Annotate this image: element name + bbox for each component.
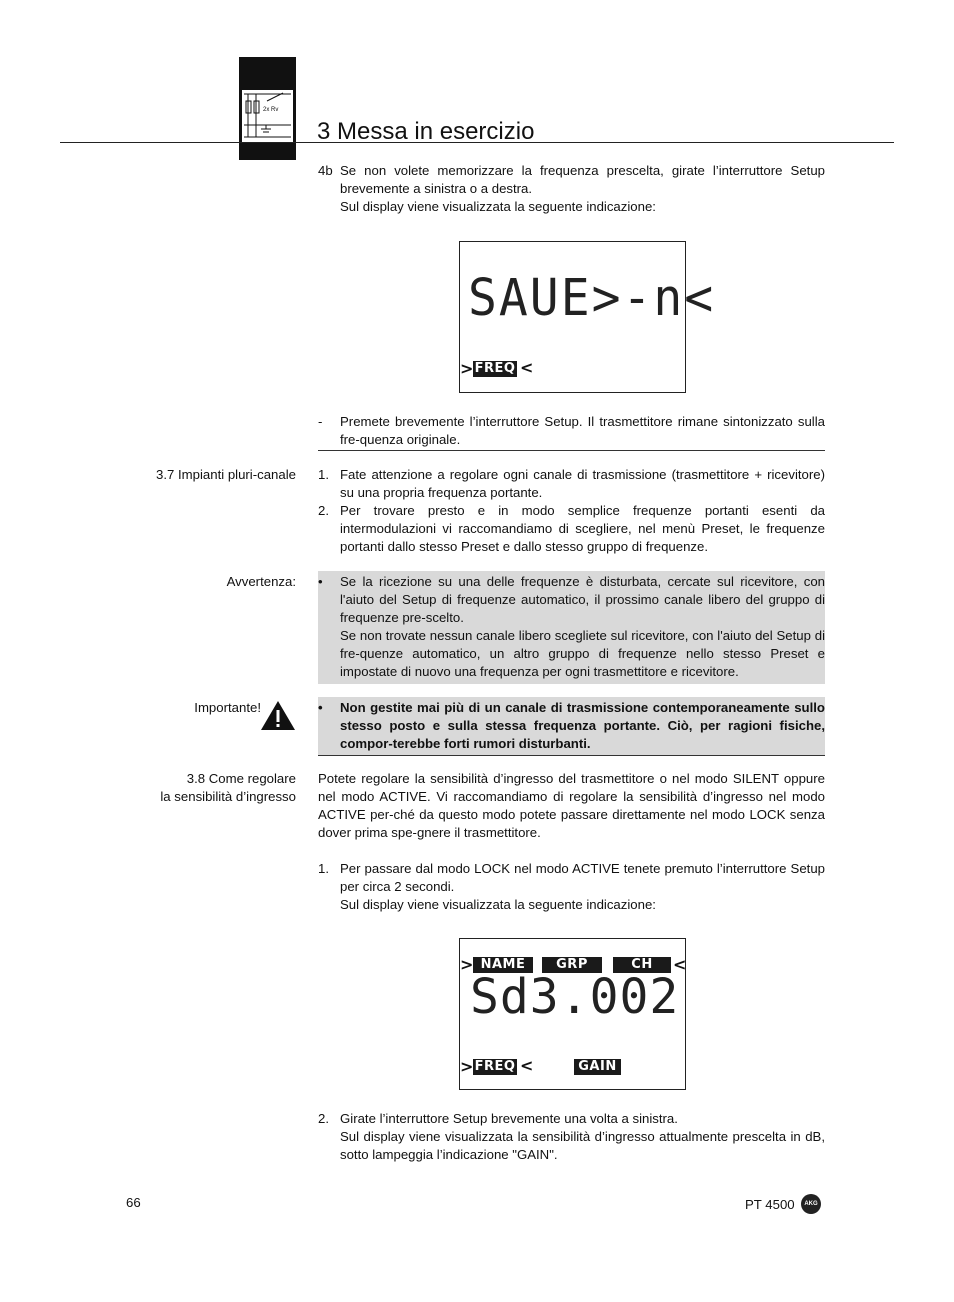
section-3-8-label-line1: 3.8 Come regolare <box>186 771 296 786</box>
lcd-display-save <box>459 241 716 393</box>
akg-logo-icon: AKG <box>801 1194 821 1214</box>
step1-note: Sul display viene visualizzata la seguente indicazione: <box>340 897 656 912</box>
step2-note: Sul display viene visualizzata la sensibilità d’ingresso attualmente prescelta in dB, sotto lampeggia l’indicazione "GAIN". <box>340 1129 825 1162</box>
list-marker: 1. <box>318 861 329 876</box>
step2-text: Girate l’interruttore Setup brevemente una volta a sinistra. <box>340 1111 678 1126</box>
section-3-7-label: 3.7 Impianti pluri-canale <box>155 467 296 482</box>
section-3-7-list <box>318 466 825 556</box>
section-3-8-label-line2: la sensibilità d’ingresso <box>160 789 296 804</box>
model-name: PT 4500 <box>745 1197 795 1212</box>
note-label: Avvertenza: <box>226 574 296 589</box>
freq-tag: FREQ <box>474 361 516 376</box>
chevron-left-icon: < <box>673 955 687 974</box>
chapter-title: 3 Messa in esercizio <box>317 118 535 145</box>
note-text-1: Se la ricezione su una delle frequenze è disturbata, cercate sul ricevitore, con l'aiuto del Setup di frequenze automatico, il prossimo canale libero del gruppo di frequenze pre-scelto. <box>340 574 825 625</box>
freq-tag: FREQ <box>474 1059 516 1074</box>
section-divider <box>318 450 825 451</box>
display-main-text: Sd3.002 <box>470 969 680 1025</box>
name-tag: NAME <box>473 957 533 973</box>
dash-item <box>318 413 825 449</box>
grp-tag: GRP <box>542 957 602 973</box>
display-note: Sul display viene visualizzata la seguente indicazione: <box>340 199 656 214</box>
list-marker: 2. <box>318 503 329 518</box>
important-label: Importante! <box>194 700 261 715</box>
ch-tag: CH <box>613 957 671 973</box>
warning-icon <box>260 700 296 731</box>
step1-text: Per passare dal modo LOCK nel modo ACTIVE tenete premuto l’interruttore Setup per circa 2 secondi. <box>340 861 825 894</box>
gain-tag: GAIN <box>574 1059 621 1075</box>
dash-marker: - <box>318 414 323 429</box>
chevron-left-icon: < <box>520 1056 534 1075</box>
list-marker: 1. <box>318 467 329 482</box>
important-text: Non gestite mai più di un canale di trasmissione contemporaneamente sullo stesso posto e sulla stessa frequenza portante. Ciò, per ragioni fisiche, compor-terebbe forti rumori disturbanti. <box>340 700 825 751</box>
display-main-text: SAUE>-n< <box>468 268 716 328</box>
section-3-8-label <box>160 770 296 806</box>
important-content <box>318 699 825 753</box>
chapter-thumbnail <box>239 57 296 160</box>
list-item-text: Per trovare presto e in modo semplice frequenze portanti esenti da intermodulazioni vi raccomandiamo di scegliere, nel menù Preset, le frequenze portanti dallo stesso Preset e dallo stesso gruppo di frequenze. <box>340 503 825 554</box>
bullet-marker: • <box>318 574 323 589</box>
note-content <box>318 573 825 681</box>
chevron-right-icon: > <box>460 359 474 378</box>
dash-item-text: Premete brevemente l’interruttore Setup. Il trasmettitore rimane sintonizzato sulla fre-quenza originale. <box>340 414 825 447</box>
page-number: 66 <box>126 1195 141 1210</box>
section-3-8-step2 <box>318 1110 825 1164</box>
section-3-8-step1 <box>318 860 825 914</box>
chevron-right-icon: > <box>460 1057 474 1076</box>
step-text: Se non volete memorizzare la frequenza prescelta, girate l’interruttore Setup brevemente a sinistra o a destra. <box>340 163 825 196</box>
thumbnail-label: 2x Rv <box>263 107 279 113</box>
step-4b <box>318 162 825 216</box>
chevron-left-icon: < <box>520 358 534 377</box>
note-text-2: Se non trovate nessun canale libero scegliete sul ricevitore, con l'aiuto del Setup di fre-quenze automatico, un altro gruppo di frequenze nello stesso Preset e impostate di nuovo una frequenza per ogni trasmettitore e ricevitore. <box>340 628 825 679</box>
chevron-right-icon: > <box>460 955 474 974</box>
list-marker: 2. <box>318 1111 329 1126</box>
section-3-8-intro: Potete regolare la sensibilità d’ingresso del trasmettitore o nel modo SILENT oppure nel modo ACTIVE. Vi raccomandiamo di regolare la sensibilità d’ingresso nel modo ACTIVE per-ché da questo modo potete passare direttamente nel modo LOCK senza dover prima spe-gnere il trasmettitore. <box>318 771 825 840</box>
bullet-marker: • <box>318 700 323 715</box>
step-marker: 4b <box>318 163 333 178</box>
lcd-display-active <box>459 938 686 1090</box>
list-item-text: Fate attenzione a regolare ogni canale di trasmissione (trasmettitore + ricevitore) su una propria frequenza portante. <box>340 467 825 500</box>
